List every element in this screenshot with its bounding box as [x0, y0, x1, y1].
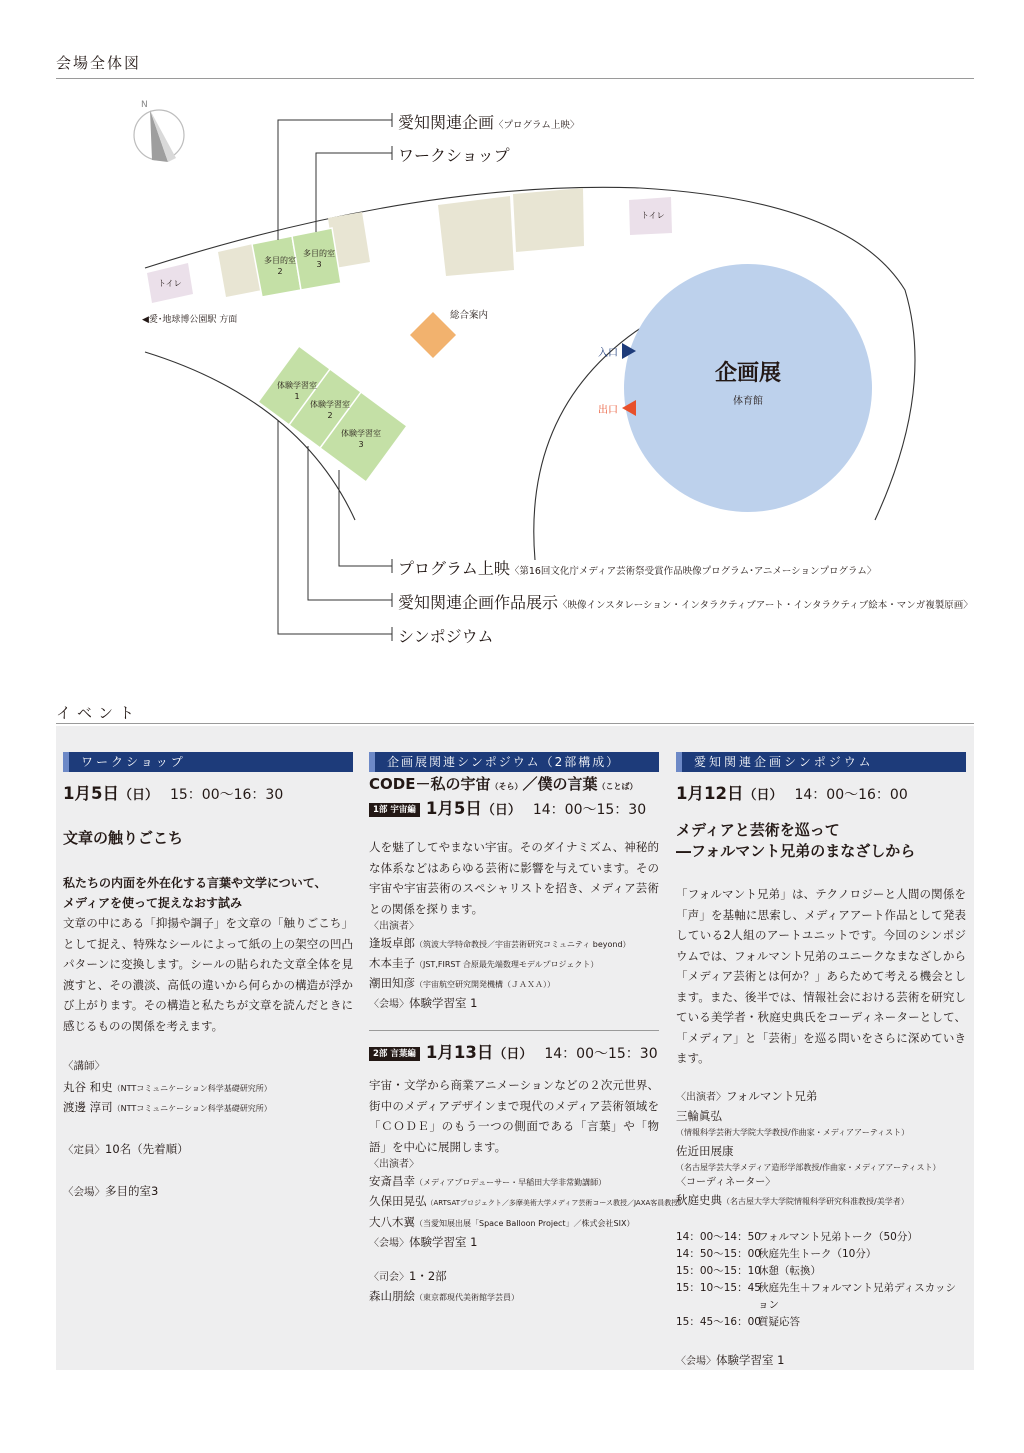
- aichi-title-1: メディアと芸術を巡って: [676, 821, 840, 839]
- workshop-lecturer-label: 〈講師〉: [63, 1060, 105, 1072]
- aichi-title-2: ―フォルマント兄弟のまなざしから: [676, 842, 916, 860]
- workshop-lecturer-2: 渡邊 淳司（NTTコミュニケーション科学基礎研究所）: [63, 1100, 272, 1114]
- part1-cast-1: 逢坂卓郎（筑波大学特命教授／宇宙芸術研究コミュニティ beyond）: [369, 936, 631, 950]
- event-title-rule: [56, 723, 974, 724]
- room-exp2-label: 体験学習室 2: [310, 400, 350, 420]
- part2-cast-1: 安斎昌幸（メディアプロデューサー・早稲田大学非常勤講師）: [369, 1174, 607, 1188]
- schedule-row: 15：10〜15：45 秋庭先生＋フォルマント兄弟ディスカッション: [676, 1281, 957, 1311]
- part1-venue: 〈会場〉体験学習室 1: [369, 996, 478, 1010]
- entrance-label: 入口: [598, 348, 618, 359]
- aichi-coord-label: 〈コーディネーター〉: [676, 1176, 776, 1188]
- schedule-row: 14：50〜15：00 秋庭先生トーク（10分）: [676, 1247, 877, 1260]
- toilet-left-label: トイレ: [158, 279, 182, 288]
- room-exp3-label: 体験学習室 3: [341, 429, 381, 449]
- part2-cast-3: 大八木翼（当愛知展出展「Space Balloon Project」／株式会社SIX）: [369, 1215, 635, 1229]
- part2-venue: 〈会場〉体験学習室 1: [369, 1235, 478, 1249]
- part1-cast-3: 潮田知彦（宇宙航空研究開発機構（ＪＡＸＡ））: [369, 976, 555, 990]
- info-label: 総合案内: [450, 310, 489, 321]
- label-symposium: シンポジウム: [398, 627, 494, 646]
- aichi-body: 「フォルマント兄弟」は、テクノロジーと人間の関係を「声」を基軸に思索し、メディアアート作品として発表している2人組のアートユニットです。今回のシンポジウムでは、フォルマント兄弟のユニークなまなざしから「メディア芸術とは何か？」あらためて考える機会とします。また、後半では、情報社会における芸術を研究している美学者・秋庭史典氏をコーディネーターとして、「メディア」と「芸術」を巡る問いをさらに深めていきます。: [676, 887, 966, 1065]
- aichi-cast-2: 佐近田展康 （名古屋学芸大学メディア造形学部教授/作曲家・メディアアーティスト）: [676, 1143, 941, 1172]
- label-aichi-exhibit: 愛知関連企画作品展示〈映像インスタレーション・インタラクティブアート・インタラクティブ絵本・マンガ複製原画〉: [398, 593, 973, 612]
- part1-cast-2: 木本圭子（JST,FIRST 合原最先端数理モデルプロジェクト）: [369, 956, 599, 970]
- aichi-coord: 秋庭史典（名古屋大学大学院情報科学研究科准教授/美学者）: [676, 1192, 909, 1207]
- workshop-header: ワークショップ: [63, 752, 353, 772]
- symposium-title: CODE－私の宇宙（そら）／僕の言葉（ことば）: [369, 775, 638, 793]
- aichi-cast-1: 三輪眞弘 （情報科学芸術大学院大学教授/作曲家・メディアアーティスト）: [676, 1108, 910, 1137]
- hall-circle: [624, 264, 872, 512]
- room-multi3-label: 多目的室 3: [303, 249, 335, 269]
- compass-icon: [134, 110, 184, 162]
- label-aichi-program: 愛知関連企画〈プログラム上映〉: [398, 113, 580, 132]
- mc-label: 〈司会〉1・2部: [369, 1269, 447, 1283]
- aichi-venue: 〈会場〉体験学習室 1: [676, 1352, 785, 1367]
- label-workshop: ワークショップ: [398, 146, 510, 165]
- workshop-lead-1: 私たちの内面を外在化する言葉や文学について、: [63, 876, 327, 890]
- hall-subtitle: 体育館: [733, 396, 763, 407]
- toilet-right-label: トイレ: [641, 211, 665, 220]
- aichi-cast-label: 〈出演者〉フォルマント兄弟: [676, 1088, 818, 1103]
- symposium-header: 企画展関連シンポジウム（2部構成）: [369, 752, 659, 772]
- exit-label: 出口: [598, 405, 618, 416]
- direction-label: ◀愛･地球博公園駅 方面: [142, 315, 238, 325]
- workshop-lecturer-1: 丸谷 和史（NTTコミュニケーション科学基礎研究所）: [63, 1080, 272, 1094]
- event-section-title: イベント: [56, 704, 141, 722]
- part2-body: 宇宙・文学から商業アニメーションなどの２次元世界、街中のメディアデザインまで現代のメディア芸術領域を「ＣＯＤＥ」のもう一つの側面である「言葉」や「物語」を中心に展開します。: [369, 1078, 659, 1154]
- schedule-row: 14：00〜14：50 フォルマント兄弟トーク（50分）: [676, 1230, 918, 1243]
- aichi-date: 1月12日（日） 14：00〜16：00: [676, 784, 908, 803]
- part1-cast-label: 〈出演者〉: [369, 921, 419, 932]
- part2-date: 2部 言葉編 1月13日（日） 14：00〜15：30: [369, 1043, 659, 1065]
- schedule-row: 15：45〜16：00 質疑応答: [676, 1315, 800, 1328]
- part1-date: 1部 宇宙編 1月5日（日） 14：00〜15：30: [369, 799, 659, 821]
- part1-body: 人を魅了してやまない宇宙。そのダイナミズム、神秘的な体系などはあらゆる芸術に影響を与えています。その宇宙や宇宙芸術のスペシャリストを招き、メディア芸術との関係を探ります。: [369, 840, 659, 916]
- part-divider: [369, 1030, 659, 1031]
- col-aichi-symposium: [676, 752, 966, 1371]
- room-multi2-label: 多目的室 2: [264, 256, 296, 276]
- workshop-body: 文章の中にある「抑揚や調子」を文章の「触りごこち」として捉え、特殊なシールによって紙の上の架空の凹凸パターンに変換します。シールの貼られた文章全体を見渡すと、その濃淡、高低の違いから何らかの構造が浮かび上がります。その構造と私たちが文章を読んだときに感じるものの関係を考えます。: [63, 916, 353, 1033]
- schedule-row: 15：00〜15：10 休憩（転換）: [676, 1264, 821, 1277]
- compass-north-label: N: [141, 100, 148, 110]
- workshop-capacity: 〈定員〉10名（先着順）: [63, 1142, 189, 1156]
- workshop-venue: 〈会場〉多目的室3: [63, 1184, 159, 1198]
- part2-cast-label: 〈出演者〉: [369, 1159, 419, 1170]
- label-program-screening: プログラム上映〈第16回文化庁メディア芸術祭受賞作品映像プログラム･アニメーションプログラム〉: [398, 559, 877, 578]
- workshop-title: 文章の触りごこち: [63, 829, 184, 847]
- workshop-lead-2: メディアを使って捉えなおす試み: [63, 896, 243, 910]
- part2-cast-2: 久保田晃弘（ARTSATプロジェクト／多摩美術大学メディア芸術コース教授／JAXA客員教授）: [369, 1194, 686, 1208]
- col-workshop: [63, 752, 353, 1202]
- workshop-date: 1月5日（日） 15：00〜16：30: [63, 784, 284, 803]
- aichi-header: 愛知関連企画シンポジウム: [676, 752, 966, 772]
- map-section-title: 会場全体図: [56, 54, 142, 72]
- mc-name: 森山朋絵（東京都現代美術館学芸員）: [369, 1289, 519, 1303]
- hall-title: 企画展: [714, 361, 781, 386]
- room-exp1-label: 体験学習室 1: [277, 381, 317, 401]
- aichi-schedule: [676, 1229, 966, 1331]
- col-symposium: [369, 752, 686, 1307]
